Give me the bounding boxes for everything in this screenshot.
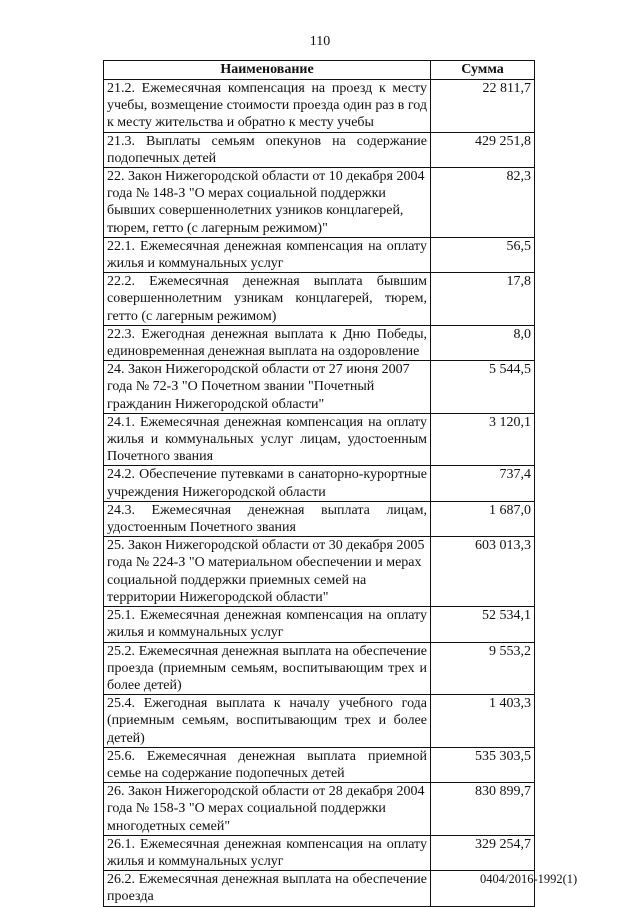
table-row	[104, 168, 535, 238]
table-row	[104, 642, 535, 695]
table-row	[104, 273, 535, 326]
row-sum-cell: 1 687,0	[431, 501, 535, 536]
table-row	[104, 466, 535, 501]
table-header-row	[104, 61, 535, 80]
page-number: 110	[309, 34, 331, 49]
row-sum-cell: 52 534,1	[431, 607, 535, 642]
table-row	[104, 607, 535, 642]
row-sum-cell: 329 254,7	[431, 835, 535, 870]
row-sum-cell: 737,4	[431, 466, 535, 501]
row-name-cell: 25. Закон Нижегородской области от 30 декабря 2005 года № 224-З "О материальном обеспечении и мерах социальной поддержки приемных семей на территории Нижегородской области"	[104, 537, 431, 607]
row-sum-cell: 22 811,7	[431, 80, 535, 133]
row-name-cell: 21.3. Выплаты семьям опекунов на содержание подопечных детей	[104, 132, 431, 167]
row-sum-cell: 603 013,3	[431, 537, 535, 607]
row-sum-cell: 8,0	[431, 325, 535, 360]
budget-table	[103, 60, 535, 907]
row-sum-cell: 5 544,5	[431, 361, 535, 414]
row-sum-cell: 1 403,3	[431, 695, 535, 748]
row-sum-cell: 830 899,7	[431, 783, 535, 836]
row-sum-cell: 3 120,1	[431, 413, 535, 466]
row-sum-cell: 56,5	[431, 237, 535, 272]
row-name-cell: 26.1. Ежемесячная денежная компенсация на оплату жилья и коммунальных услуг	[104, 835, 431, 870]
row-sum-cell: 82,3	[431, 168, 535, 238]
row-sum-cell: 429 251,8	[431, 132, 535, 167]
table-row	[104, 695, 535, 748]
table-row	[104, 413, 535, 466]
row-name-cell: 22.1. Ежемесячная денежная компенсация на оплату жилья и коммунальных услуг	[104, 237, 431, 272]
row-name-cell: 25.2. Ежемесячная денежная выплата на обеспечение проезда (приемным семьям, воспитывающим трех и более детей)	[104, 642, 431, 695]
row-sum-cell: 17,8	[431, 273, 535, 326]
document-code: 0404/2016-1992(1)	[480, 872, 578, 886]
row-name-cell: 26.2. Ежемесячная денежная выплата на обеспечение проезда	[104, 871, 431, 906]
row-name-cell: 22. Закон Нижегородской области от 10 декабря 2004 года № 148-З "О мерах социальной поддержки бывших совершеннолетних узников концлагерей, тюрем, гетто (с лагерным режимом)"	[104, 168, 431, 238]
row-name-cell: 25.4. Ежегодная выплата к началу учебного года (приемным семьям, воспитывающим трех и более детей)	[104, 695, 431, 748]
row-name-cell: 24.3. Ежемесячная денежная выплата лицам, удостоенным Почетного звания	[104, 501, 431, 536]
row-sum-cell: 535 303,5	[431, 747, 535, 782]
table-row	[104, 747, 535, 782]
row-name-cell: 24.1. Ежемесячная денежная компенсация на оплату жилья и коммунальных услуг лицам, удостоенным Почетного звания	[104, 413, 431, 466]
column-header-sum: Сумма	[431, 61, 535, 80]
row-name-cell: 21.2. Ежемесячная компенсация на проезд к месту учебы, возмещение стоимости проезда один раз в год к месту жительства и обратно к месту учебы	[104, 80, 431, 133]
row-name-cell: 26. Закон Нижегородской области от 28 декабря 2004 года № 158-З "О мерах социальной поддержки многодетных семей"	[104, 783, 431, 836]
table-row	[104, 361, 535, 414]
table-row	[104, 783, 535, 836]
row-name-cell: 24. Закон Нижегородской области от 27 июня 2007 года № 72-З "О Почетном звании "Почетный гражданин Нижегородской области"	[104, 361, 431, 414]
column-header-name: Наименование	[104, 61, 431, 80]
row-name-cell: 22.2. Ежемесячная денежная выплата бывшим совершеннолетним узникам концлагерей, тюрем, гетто (с лагерным режимом)	[104, 273, 431, 326]
row-name-cell: 24.2. Обеспечение путевками в санаторно-курортные учреждения Нижегородской области	[104, 466, 431, 501]
table-row	[104, 237, 535, 272]
row-name-cell: 25.6. Ежемесячная денежная выплата приемной семье на содержание подопечных детей	[104, 747, 431, 782]
table-row	[104, 132, 535, 167]
table-row	[104, 537, 535, 607]
table-row	[104, 501, 535, 536]
table-body	[104, 80, 535, 907]
table-row	[104, 80, 535, 133]
row-name-cell: 22.3. Ежегодная денежная выплата к Дню Победы, единовременная денежная выплата на оздоровление	[104, 325, 431, 360]
row-sum-cell: 9 553,2	[431, 642, 535, 695]
row-name-cell: 25.1. Ежемесячная денежная компенсация на оплату жилья и коммунальных услуг	[104, 607, 431, 642]
table-row	[104, 835, 535, 870]
table-row	[104, 871, 535, 906]
table-row	[104, 325, 535, 360]
